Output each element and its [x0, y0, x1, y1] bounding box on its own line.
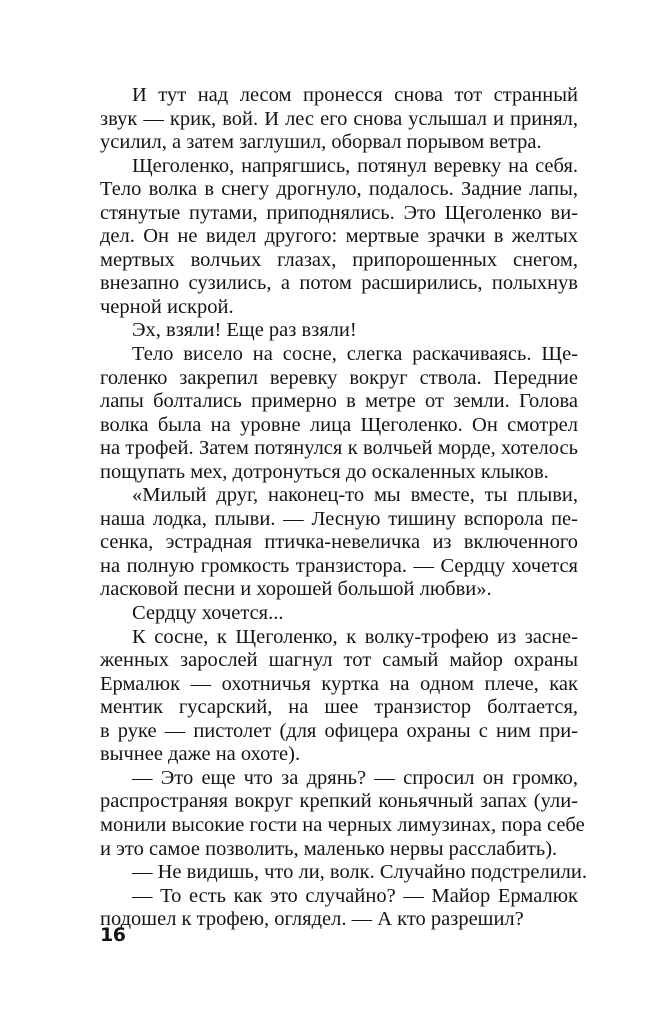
text-line: «Милый друг, наконец-то мы вместе, ты плыви,: [132, 484, 578, 507]
text-line: волка была на уровне лица Щеголенко. Он смотрел: [100, 413, 578, 436]
text-line: и это самое позволить, маленько нервы расслабить).: [100, 837, 558, 860]
text-line: Щеголенко, напрягшись, потянул веревку на себя.: [132, 154, 578, 177]
text-line: звук — крик, вой. И лес его снова услышал и принял,: [100, 107, 578, 130]
text-line: в руке — пистолет (для офицера охраны с ним при-: [100, 719, 578, 742]
text-line: — Это еще что за дрянь? — спросил он громко,: [132, 766, 578, 789]
text-line: на трофей. Затем потянулся к волчьей морде, хотелось: [100, 437, 578, 460]
text-line: Ермалюк — охотничья куртка на одном плече, как: [100, 672, 578, 695]
text-line: Тело висело на сосне, слегка раскачиваясь. Ще-: [132, 343, 578, 366]
text-line: голенко закрепил веревку вокруг ствола. Передние: [100, 366, 578, 389]
text-line: сенка, эстрадная птичка-невеличка из включенного: [100, 531, 578, 554]
text-line: ментик гусарский, на шее транзистор болтается,: [100, 696, 578, 719]
body-text: [100, 84, 587, 932]
text-line: дел. Он не видел другого: мертвые зрачки в желтых: [100, 225, 578, 248]
text-line: усилил, а затем заглушил, оборвал порывом ветра.: [100, 131, 542, 154]
text-line: И тут над лесом пронесся снова тот странный: [132, 84, 578, 106]
text-line: женных зарослей шагнул тот самый майор охраны: [100, 649, 578, 672]
text-line: мертвых волчьих глазах, припорошенных снегом,: [100, 248, 578, 271]
text-line: Эх, взяли! Еще раз взяли!: [132, 319, 357, 342]
text-line: внезапно сузились, а потом расширились, полыхнув: [100, 272, 578, 295]
text-line: — То есть как это случайно? — Майор Ермалюк: [132, 884, 578, 907]
text-line: К сосне, к Щеголенко, к волку-трофею из засне-: [132, 625, 578, 648]
text-line: стянутые путами, приподнялись. Это Щеголенко ви-: [100, 201, 578, 224]
text-line: вычнее даже на охоте).: [100, 743, 301, 766]
text-line: распространяя вокруг крепкий коньячный запах (ули-: [100, 790, 578, 813]
text-line: наша лодка, плыви. — Лесную тишину вспорола пе-: [100, 507, 578, 530]
text-line: монили высокие гости на черных лимузинах, пора себе: [100, 813, 585, 836]
text-line: черной искрой.: [100, 295, 234, 318]
text-line: лапы болтались примерно в метре от земли. Голова: [100, 390, 578, 413]
text-line: Тело волка в снегу дрогнуло, подалось. Задние лапы,: [100, 178, 578, 201]
text-line: подошел к трофею, оглядел. — А кто разрешил?: [100, 908, 524, 931]
text-line: на полную громкость транзистора. — Сердцу хочется: [100, 554, 578, 577]
text-line: — Не видишь, что ли, волк. Случайно подстрелили.: [132, 861, 587, 884]
text-line: Сердцу хочется...: [132, 602, 284, 625]
page-number: 16: [100, 924, 126, 946]
text-line: пощупать мех, дотронуться до оскаленных клыков.: [100, 460, 549, 483]
text-line: ласковой песни и хорошей большой любви».: [100, 578, 492, 601]
